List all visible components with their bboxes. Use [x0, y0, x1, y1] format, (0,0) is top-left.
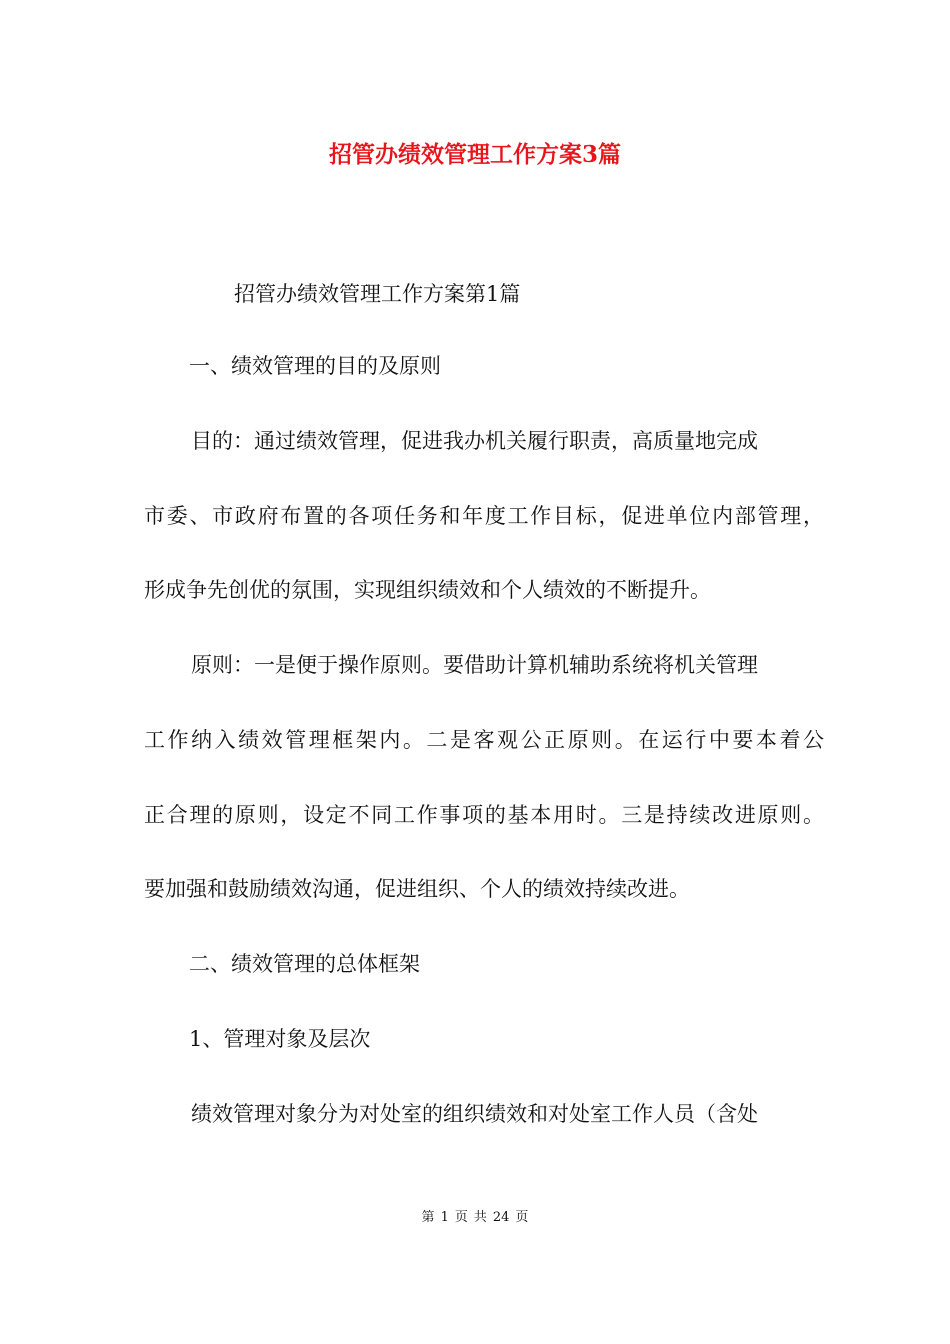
paragraph-purpose-line-3: 形成争先创优的氛围，实现组织绩效和个人绩效的不断提升。: [144, 578, 711, 602]
paragraph-principles-line-1: 原则：一是便于操作原则。要借助计算机辅助系统将机关管理: [191, 653, 758, 677]
paragraph-principles-line-3: 正合理的原则，设定不同工作事项的基本用时。三是持续改进原则。: [144, 803, 824, 827]
paragraph-purpose-line-2: 市委、市政府布置的各项任务和年度工作目标，促进单位内部管理，: [144, 504, 824, 528]
subheading-management-objects: 1、管理对象及层次: [189, 1027, 371, 1051]
section-heading-part-1: 招管办绩效管理工作方案第1篇: [234, 282, 521, 306]
paragraph-purpose-line-1: 目的：通过绩效管理，促进我办机关履行职责，高质量地完成: [191, 429, 758, 453]
footer-prefix: 第: [421, 1210, 435, 1225]
total-pages-number: 24: [492, 1210, 510, 1225]
page-footer: [0, 1208, 950, 1228]
paragraph-principles-line-4: 要加强和鼓励绩效沟通，促进组织、个人的绩效持续改进。: [144, 877, 690, 901]
heading-overall-framework: 二、绩效管理的总体框架: [189, 952, 420, 976]
footer-page-label: 页: [454, 1210, 468, 1225]
heading-purpose-principles: 一、绩效管理的目的及原则: [189, 354, 441, 378]
paragraph-principles-line-2: 工作纳入绩效管理框架内。二是客观公正原则。在运行中要本着公: [144, 728, 824, 752]
current-page-number: 1: [440, 1210, 449, 1225]
footer-total-label: 共: [473, 1210, 487, 1225]
document-title: 招管办绩效管理工作方案3篇: [328, 141, 621, 168]
paragraph-objects-line-1: 绩效管理对象分为对处室的组织绩效和对处室工作人员（含处: [191, 1102, 758, 1126]
footer-suffix: 页: [515, 1210, 529, 1225]
